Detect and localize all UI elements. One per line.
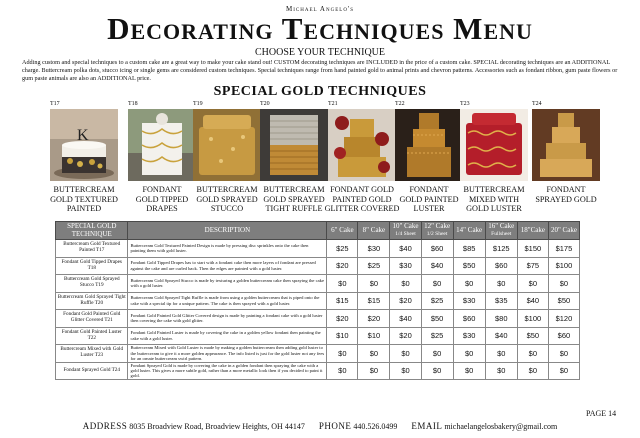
cake-photo-fondant-gold-painted-luster [395, 109, 463, 181]
column-header-size: 6" Cake [327, 222, 358, 240]
price-cell: $60 [485, 257, 517, 275]
cake-photo-fondant-gold-glitter-covered [328, 109, 396, 181]
price-cell: $120 [548, 310, 579, 328]
footer-contact [0, 421, 640, 431]
cake-photo-fondant-gold-tipped-drapes [128, 109, 196, 181]
cake-photo-buttercream-mixed-gold-luster [460, 109, 528, 181]
price-cell: $0 [327, 362, 358, 380]
price-cell: $30 [358, 240, 390, 258]
email-value: michaelangelosbakery@gmail.com [444, 422, 558, 431]
phone-label: PHONE [318, 421, 352, 431]
table-row [56, 257, 580, 275]
column-header-size: 12" Cake 1/2 Sheet [421, 222, 453, 240]
svg-text:K: K [77, 127, 89, 144]
cake-name: BUTTERCREAM GOLD SPRAYED TIGHT RUFFLE [263, 185, 325, 214]
price-cell: $25 [327, 240, 358, 258]
price-cell: $60 [453, 310, 485, 328]
price-cell: $125 [485, 240, 517, 258]
cake-card-t18 [128, 101, 196, 221]
price-cell: $20 [327, 257, 358, 275]
column-header-size: 18"Cake [517, 222, 548, 240]
description-cell: Fondant Gold Tipped Drapes has to start with a fondant cake then more layers of fondant are pressed against the cake and are curled back. Then the edges are painted with a gold luster. [128, 257, 327, 275]
cake-card-t23 [460, 101, 528, 221]
brand-name: Michael Angelo's [286, 5, 354, 13]
price-cell: $0 [390, 362, 421, 380]
price-cell: $0 [548, 362, 579, 380]
price-cell: $10 [358, 327, 390, 345]
price-cell: $60 [548, 327, 579, 345]
cake-name: FONDANT SPRAYED GOLD [535, 185, 597, 204]
price-cell: $0 [453, 345, 485, 363]
column-header-size: 8" Cake [358, 222, 390, 240]
price-cell: $20 [390, 327, 421, 345]
price-cell: $0 [485, 362, 517, 380]
technique-cell: Fondant Sprayed Gold T24 [56, 362, 128, 380]
section-title: SPECIAL GOLD TECHNIQUES [213, 84, 427, 99]
price-cell: $0 [358, 362, 390, 380]
price-cell: $20 [327, 310, 358, 328]
price-table-body [56, 240, 580, 380]
price-cell: $85 [453, 240, 485, 258]
cake-photo-buttercream-gold-textured [50, 109, 118, 181]
price-cell: $40 [390, 310, 421, 328]
price-cell: $175 [548, 240, 579, 258]
price-cell: $50 [421, 310, 453, 328]
cake-name: BUTTERCREAM MIXED WITH GOLD LUSTER [463, 185, 525, 214]
price-cell: $75 [517, 257, 548, 275]
address-value: 8035 Broadview Road, Broadview Heights, OH 44147 [129, 422, 305, 431]
price-cell: $0 [421, 275, 453, 293]
price-cell: $0 [358, 275, 390, 293]
price-cell: $50 [548, 292, 579, 310]
price-cell: $20 [390, 292, 421, 310]
price-cell: $0 [421, 345, 453, 363]
address-label: ADDRESS [82, 421, 128, 431]
cake-code: T20 [260, 101, 270, 107]
column-header-description: DESCRIPTION [128, 222, 327, 240]
price-cell: $0 [485, 345, 517, 363]
cake-code: T24 [532, 101, 542, 107]
price-cell: $0 [390, 345, 421, 363]
column-header-size: 14" Cake [453, 222, 485, 240]
description-cell: Fondant Gold Painted Luster is made by covering the cake in a golden yellow fondant then painting the cake with a gold luster. [128, 327, 327, 345]
table-row [56, 310, 580, 328]
cake-name: FONDANT GOLD TIPPED DRAPES [135, 185, 189, 214]
page-title: Decorating Techniques Menu [107, 11, 533, 46]
technique-cell: Buttercream Mixed with Gold Luster T23 [56, 345, 128, 363]
cake-name: BUTTERCREAM GOLD SPRAYED STUCCO [196, 185, 258, 214]
price-cell: $60 [421, 240, 453, 258]
column-header-size: 20" Cake [548, 222, 579, 240]
price-cell: $150 [517, 240, 548, 258]
price-cell: $100 [517, 310, 548, 328]
cake-photo-buttercream-gold-sprayed-stucco [193, 109, 261, 181]
price-cell: $0 [327, 275, 358, 293]
cake-name: FONDANT GOLD PAINTED LUSTER [399, 185, 459, 214]
price-cell: $80 [485, 310, 517, 328]
cake-code: T18 [128, 101, 138, 107]
phone-value: 440.526.0499 [353, 422, 398, 431]
email-label: EMAIL [411, 421, 443, 431]
price-cell: $0 [358, 345, 390, 363]
cake-card-t24 [532, 101, 600, 221]
cake-card-t19 [193, 101, 261, 221]
price-cell: $0 [517, 345, 548, 363]
price-cell: $15 [358, 292, 390, 310]
technique-cell: Fondant Gold Painted Luster T22 [56, 327, 128, 345]
cake-code: T17 [50, 101, 60, 107]
price-cell: $0 [327, 345, 358, 363]
technique-cell: Fondant Gold Tipped Drapes T18 [56, 257, 128, 275]
price-cell: $0 [453, 275, 485, 293]
table-header-row [56, 222, 580, 240]
description-cell: Buttercream Gold Sprayed Tight Ruffle is made from using a golden buttercream that is piped onto the cake with a special tip for a unique pattern. The cake is then sprayed with a gold luster. [128, 292, 327, 310]
description-cell: Buttercream Gold Textured Painted Design is made by pressing disc sprinkles onto the cake then painting them with gold luster. [128, 240, 327, 258]
price-cell: $0 [517, 362, 548, 380]
price-cell: $30 [453, 292, 485, 310]
description-cell: Fondant Gold Painted Gold Glitter Covered design is made by painting a fondant cake with a gold luster then covering the cake with gold glitter. [128, 310, 327, 328]
price-cell: $25 [421, 292, 453, 310]
cake-code: T21 [328, 101, 338, 107]
price-cell: $30 [453, 327, 485, 345]
table-row [56, 362, 580, 380]
technique-cell: Fondant Gold Painted Gold Glitter Covered T21 [56, 310, 128, 328]
table-row [56, 292, 580, 310]
price-cell: $30 [390, 257, 421, 275]
cake-photo-buttercream-gold-sprayed-tight-ruffle [260, 109, 328, 181]
cake-code: T19 [193, 101, 203, 107]
cake-gallery [50, 101, 610, 221]
cake-code: T22 [395, 101, 405, 107]
price-cell: $10 [327, 327, 358, 345]
price-cell: $15 [327, 292, 358, 310]
intro-paragraph: Adding custom and special techniques to a custom cake are a great way to make your cake stand out! CUSTOM decorating techniques are INCLUDED in the price of a custom cake. SPECIAL decorating techniques are an ADDITIONAL charge. Buttercream polka dots, stucco icing or single gems are considered custom techniques. Special techniques range from hand painted gold to animal prints and chevron patterns. Accessories such as fondant ribbon, gum paste flowers or gum paste animals are also an ADDITIONAL price. [22, 59, 618, 82]
price-cell: $0 [485, 275, 517, 293]
price-cell: $40 [485, 327, 517, 345]
description-cell: Fondant Sprayed Gold is made by covering the cake in a golden fondant then spraying the cake with a gold luster. This gives a more subtle gold, rather than a more metallic look then if you decided to paint it gold. [128, 362, 327, 380]
column-header-size: 10" Cake 1/4 Sheet [390, 222, 421, 240]
price-cell: $40 [421, 257, 453, 275]
price-cell: $0 [421, 362, 453, 380]
technique-cell: Buttercream Gold Textured Painted T17 [56, 240, 128, 258]
cake-card-t22 [395, 101, 463, 221]
technique-cell: Buttercream Gold Sprayed Stucco T19 [56, 275, 128, 293]
price-cell: $0 [548, 345, 579, 363]
price-cell: $40 [390, 240, 421, 258]
cake-card-t20 [260, 101, 328, 221]
price-cell: $35 [485, 292, 517, 310]
price-cell: $100 [548, 257, 579, 275]
price-cell: $0 [453, 362, 485, 380]
page-subtitle: CHOOSE YOUR TECHNIQUE [255, 47, 385, 58]
description-cell: Buttercream Mixed with Gold Luster is made by making a golden buttercream then adding gold luster to the buttercream to give it a more golden appearance. The info listed is just for the gold luster not any fees for an ornate buttercream swirl pattern. [128, 345, 327, 363]
price-cell: $25 [421, 327, 453, 345]
price-cell: $0 [390, 275, 421, 293]
price-cell: $25 [358, 257, 390, 275]
column-header-technique: SPECIAL GOLD TECHNIQUE [56, 222, 128, 240]
table-row [56, 240, 580, 258]
column-header-size: 16" Cake Fullsheet [485, 222, 517, 240]
price-cell: $20 [358, 310, 390, 328]
cake-name: BUTTERCREAM GOLD TEXTURED PAINTED [50, 185, 118, 214]
price-cell: $50 [517, 327, 548, 345]
price-table [55, 221, 580, 380]
page-number: PAGE 14 [586, 409, 617, 418]
price-cell: $40 [517, 292, 548, 310]
description-cell: Buttercream Gold Sprayed Stucco is made by texturing a golden buttercream cake then spraying the cake with a gold luster. [128, 275, 327, 293]
table-row [56, 275, 580, 293]
table-row [56, 345, 580, 363]
cake-name: FONDANT GOLD PAINTED GOLD GLITTER COVERED [324, 185, 400, 214]
cake-photo-fondant-sprayed-gold [532, 109, 600, 181]
price-cell: $50 [453, 257, 485, 275]
technique-cell: Buttercream Gold Sprayed Tight Ruffle T20 [56, 292, 128, 310]
price-cell: $0 [517, 275, 548, 293]
table-row [56, 327, 580, 345]
cake-code: T23 [460, 101, 470, 107]
price-cell: $0 [548, 275, 579, 293]
cake-card-t17 [50, 101, 118, 221]
